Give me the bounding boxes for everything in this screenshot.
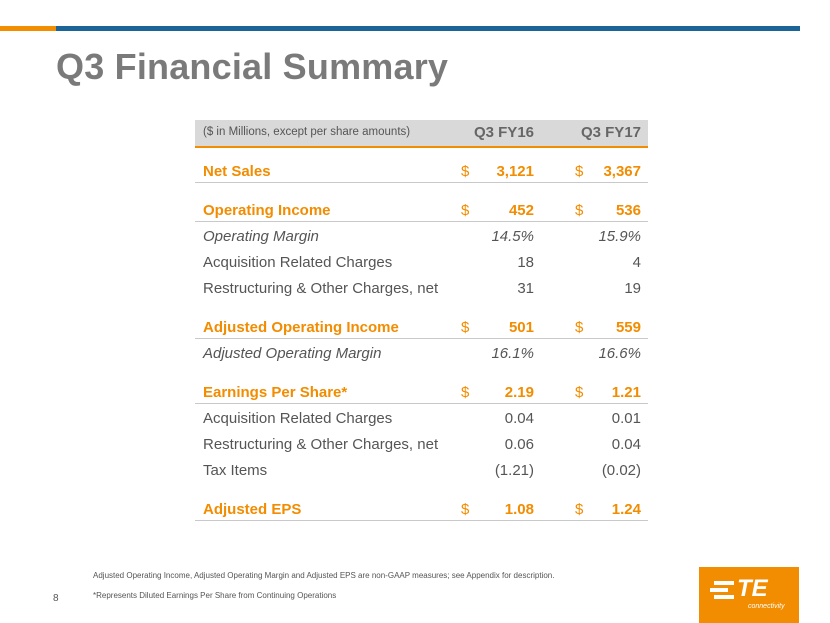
row-label: Acquisition Related Charges [203,410,393,427]
slide-title: Q3 Financial Summary [56,46,449,87]
table-row-adjusted-eps [195,498,648,521]
value-q3-fy17: 0.04 [611,436,641,453]
row-label: Adjusted Operating Margin [203,345,382,362]
header-accent-orange [0,26,56,31]
row-label: Operating Income [203,202,331,219]
currency-symbol: $ [575,501,584,518]
value-q3-fy16: 14.5% [491,228,534,245]
value-q3-fy17: 16.6% [598,345,641,362]
logo-subtitle: connectivity [748,603,785,610]
table-row-acquisition-charges [195,251,648,273]
value-q3-fy16: 2.19 [504,384,534,401]
row-label: Earnings Per Share* [203,384,348,401]
value-q3-fy17: 0.01 [611,410,641,427]
currency-symbol: $ [461,319,470,336]
currency-symbol: $ [461,384,470,401]
value-q3-fy17: 4 [632,254,641,271]
column-header-q3-fy16: Q3 FY16 [473,124,534,141]
value-q3-fy16: 501 [508,319,534,336]
value-q3-fy16: 0.04 [504,410,534,427]
page-number: 8 [53,593,59,604]
value-q3-fy17: (0.02) [601,462,641,479]
table-row-operating-margin [195,225,648,247]
row-label: Restructuring & Other Charges, net [203,436,439,453]
value-q3-fy16: 31 [517,280,534,297]
currency-symbol: $ [575,163,584,180]
table-row-adjusted-operating-margin [195,342,648,364]
column-header-q3-fy17: Q3 FY17 [580,124,641,141]
financial-summary-table [195,120,648,518]
currency-symbol: $ [461,163,470,180]
te-connectivity-logo [699,567,799,623]
row-label: Adjusted EPS [203,501,302,518]
row-label: Restructuring & Other Charges, net [203,280,439,297]
value-q3-fy16: 1.08 [504,501,534,518]
table-header-label: ($ in Millions, except per share amounts) [203,126,411,138]
value-q3-fy16: 452 [508,202,534,219]
row-label: Operating Margin [203,228,319,245]
value-q3-fy17: 15.9% [598,228,641,245]
logo-mark: TE [737,575,768,602]
row-label: Net Sales [203,163,271,180]
currency-symbol: $ [575,202,584,219]
logo-stripes-icon [710,581,736,599]
value-q3-fy17: 536 [615,202,641,219]
row-label: Adjusted Operating Income [203,319,399,336]
currency-symbol: $ [461,501,470,518]
value-q3-fy16: (1.21) [494,462,534,479]
table-row-net-sales [195,160,648,183]
value-q3-fy17: 1.21 [611,384,641,401]
table-row-eps-restructuring-charges [195,433,648,455]
currency-symbol: $ [575,384,584,401]
value-q3-fy17: 1.24 [611,501,641,518]
value-q3-fy16: 18 [517,254,534,271]
value-q3-fy16: 0.06 [504,436,534,453]
table-row-tax-items [195,459,648,481]
table-row-operating-income [195,199,648,222]
currency-symbol: $ [575,319,584,336]
row-label: Acquisition Related Charges [203,254,393,271]
table-row-adjusted-operating-income [195,316,648,339]
value-q3-fy16: 3,121 [496,163,534,180]
header-accent-blue [56,26,800,31]
table-row-restructuring-charges [195,277,648,299]
footnote-non-gaap: Adjusted Operating Income, Adjusted Operating Margin and Adjusted EPS are non-GAAP measures; see Appendix for description. [93,571,555,580]
value-q3-fy17: 3,367 [603,163,641,180]
value-q3-fy16: 16.1% [491,345,534,362]
table-row-earnings-per-share [195,381,648,404]
footnote-diluted-eps: *Represents Diluted Earnings Per Share from Continuing Operations [93,591,337,600]
table-row-eps-acquisition-charges [195,407,648,429]
value-q3-fy17: 559 [615,319,641,336]
table-header [195,120,648,148]
currency-symbol: $ [461,202,470,219]
row-label: Tax Items [203,462,268,479]
value-q3-fy17: 19 [624,280,641,297]
